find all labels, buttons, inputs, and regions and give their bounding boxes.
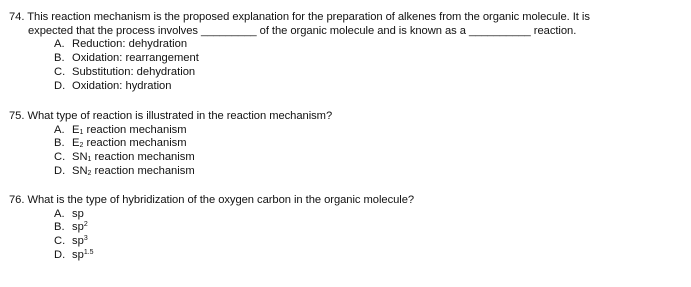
answer-blank-2: __________ [469, 24, 531, 37]
option-letter: B. [54, 221, 65, 234]
option-superscript: 3 [83, 235, 88, 243]
option-75-b [9, 137, 683, 151]
question-74-text-b: of the organic molecule and is known as a [259, 24, 466, 37]
question-74-line-1: 74. This reaction mechanism is the proposed explanation for the preparation of alkenes from the organic molecule. It is [9, 11, 590, 23]
question-76-text: 76. What is the type of hybridization of the oxygen carbon in the organic molecule? [9, 194, 415, 206]
question-75-options [9, 124, 683, 179]
answer-blank-1: _________ [201, 24, 257, 37]
option-76-b [9, 221, 683, 235]
option-base: sp [72, 248, 84, 261]
option-text: Oxidation: rearrangement [72, 51, 199, 64]
option-base: sp [72, 207, 84, 220]
option-74-d [9, 80, 683, 94]
option-suffix: reaction mechanism [83, 137, 187, 150]
option-75-d [9, 165, 683, 179]
option-superscript: 1.5 [83, 248, 94, 256]
option-letter: C. [54, 151, 66, 164]
option-prefix: SN [72, 164, 88, 177]
question-74-options [9, 38, 683, 93]
option-subscript: 2 [79, 142, 84, 150]
question-74-line-2 [9, 25, 683, 39]
option-base: sp [72, 221, 84, 234]
option-letter: C. [54, 235, 66, 248]
option-letter: C. [54, 65, 66, 78]
option-letter: A. [54, 207, 65, 220]
question-74 [9, 11, 683, 93]
option-letter: A. [54, 38, 65, 51]
option-76-a [9, 208, 683, 222]
option-76-d [9, 249, 683, 263]
option-text: Oxidation: hydration [72, 79, 172, 92]
option-75-a [9, 124, 683, 138]
question-76 [9, 194, 683, 263]
option-text: Substitution: dehydration [72, 65, 196, 78]
option-letter: D. [54, 248, 66, 261]
option-prefix: E [72, 123, 80, 136]
option-prefix: SN [72, 151, 88, 164]
option-letter: D. [54, 164, 66, 177]
option-letter: B. [54, 137, 65, 150]
option-base: sp [72, 235, 84, 248]
option-74-a [9, 38, 683, 52]
option-suffix: reaction mechanism [91, 164, 195, 177]
option-prefix: E [72, 137, 80, 150]
question-74-text-c: reaction. [533, 24, 577, 37]
option-letter: B. [54, 51, 65, 64]
option-subscript: 1 [79, 128, 84, 136]
option-75-c [9, 151, 683, 165]
option-subscript: 2 [87, 169, 92, 177]
option-letter: A. [54, 123, 65, 136]
option-74-b [9, 52, 683, 66]
question-75 [9, 110, 683, 179]
option-subscript: 1 [87, 156, 92, 164]
option-superscript: 2 [83, 221, 88, 229]
question-74-text-a: expected that the process involves [28, 24, 198, 37]
question-76-options [9, 208, 683, 263]
question-75-text: 75. What type of reaction is illustrated in the reaction mechanism? [9, 110, 333, 122]
option-text: Reduction: dehydration [72, 38, 188, 51]
option-letter: D. [54, 79, 66, 92]
option-suffix: reaction mechanism [91, 151, 195, 164]
option-74-c [9, 66, 683, 80]
option-suffix: reaction mechanism [83, 123, 187, 136]
option-76-c [9, 235, 683, 249]
